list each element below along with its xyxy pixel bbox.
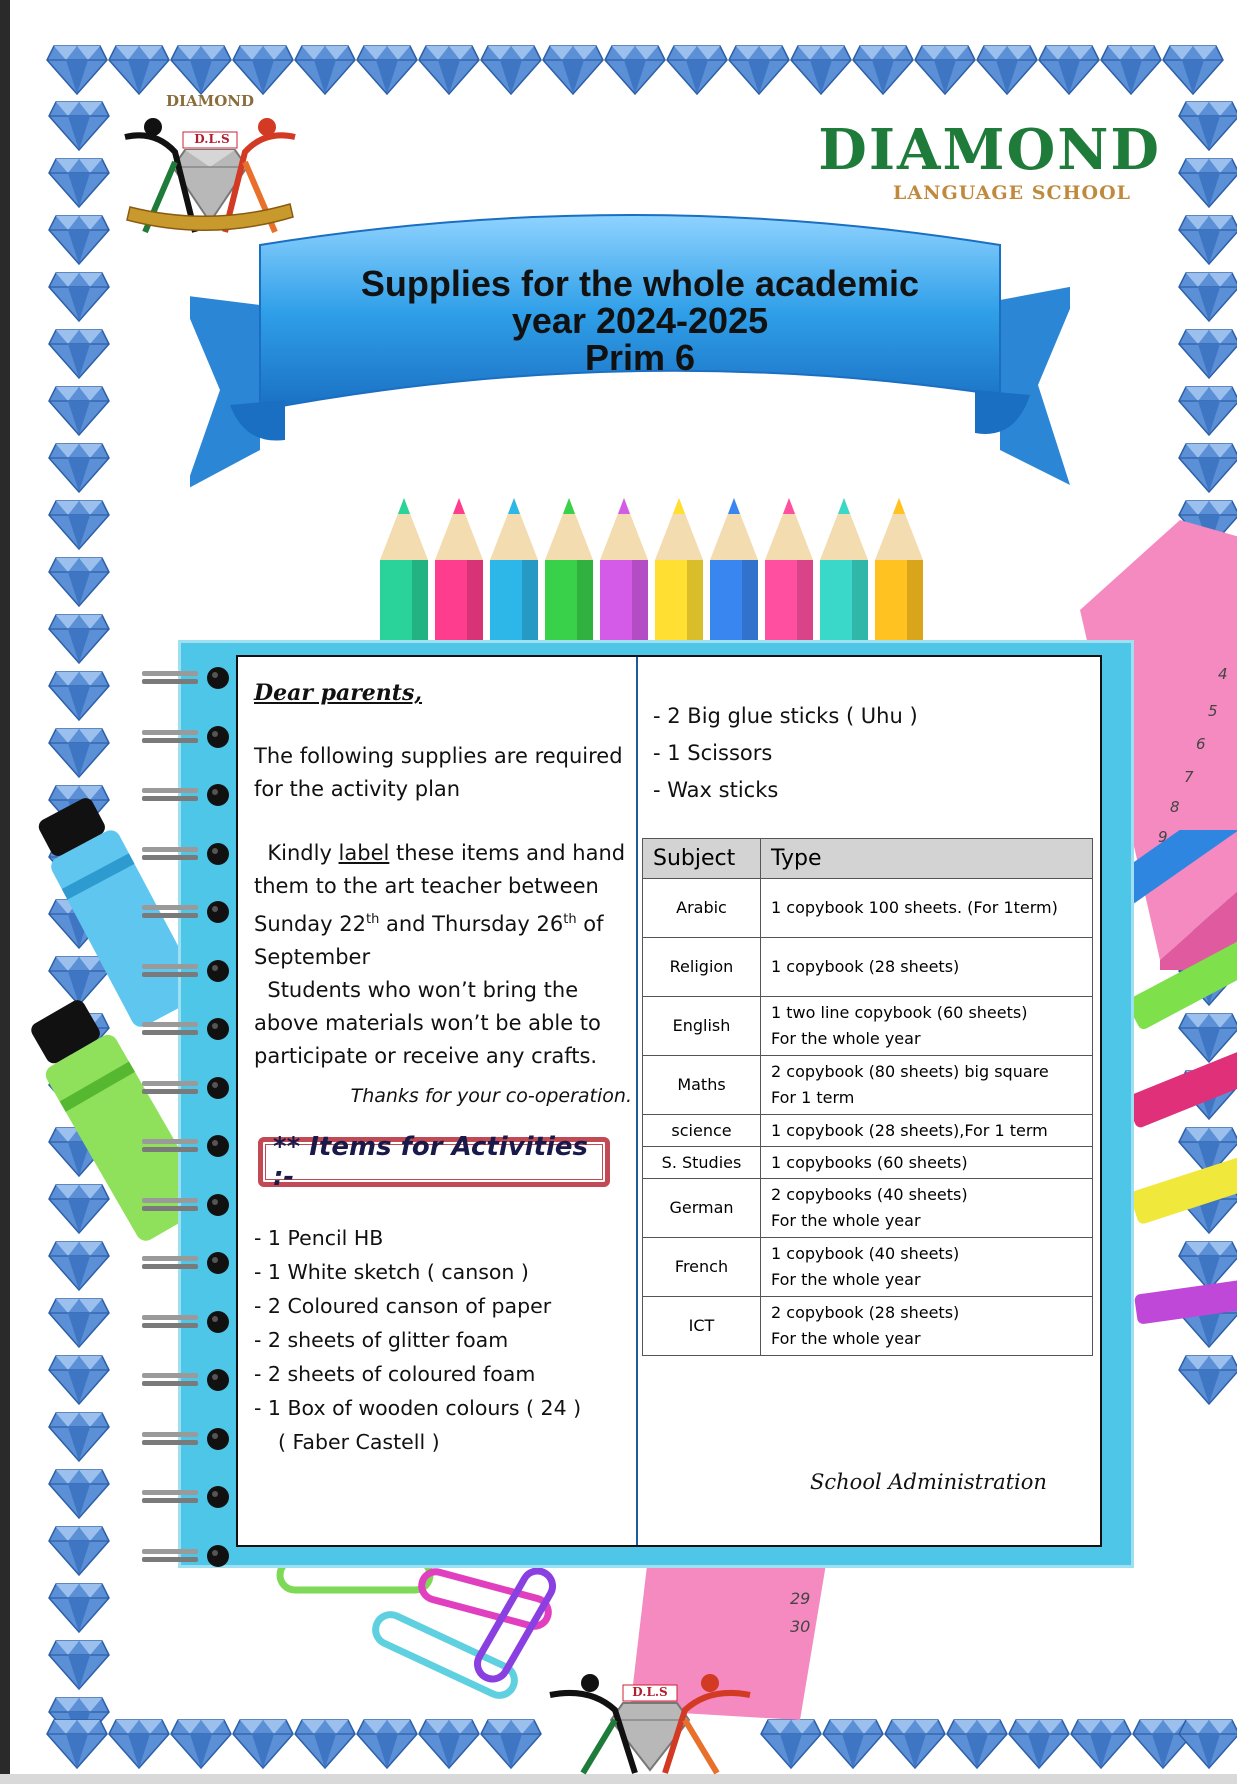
table-row bbox=[643, 1238, 1093, 1297]
type-line: 1 two line copybook (60 sheets) bbox=[771, 1003, 1028, 1022]
diamond-icon bbox=[48, 157, 110, 209]
brand-name: DIAMOND bbox=[818, 117, 1161, 183]
type-line: 1 copybook (40 sheets) bbox=[771, 1244, 960, 1263]
type-line-2: For the whole year bbox=[771, 1270, 921, 1289]
spiral-ring bbox=[138, 958, 238, 984]
diamond-icon bbox=[48, 100, 110, 152]
subject-cell: S. Studies bbox=[643, 1147, 761, 1179]
diamond-icon bbox=[356, 44, 418, 96]
diamond-icon bbox=[480, 44, 542, 96]
activities-heading-box: ** Items for Activities :- bbox=[258, 1137, 610, 1187]
list-item: - 2 sheets of glitter foam bbox=[254, 1328, 509, 1352]
diamond-icon bbox=[232, 44, 294, 96]
type-cell bbox=[761, 997, 1093, 1056]
diamond-icon bbox=[1178, 1354, 1237, 1406]
banner-line-2: year 2024-2025 bbox=[511, 300, 769, 341]
type-cell bbox=[761, 1179, 1093, 1238]
subject-cell: ICT bbox=[643, 1297, 761, 1356]
pencil-icon bbox=[710, 498, 758, 640]
diamond-icon bbox=[48, 556, 110, 608]
diamond-icon bbox=[418, 44, 480, 96]
list-item: - 2 Coloured canson of paper bbox=[254, 1294, 552, 1318]
ruler-number: 9 bbox=[1158, 828, 1168, 846]
diamond-icon bbox=[1178, 271, 1237, 323]
type-cell bbox=[761, 1238, 1093, 1297]
pencil-icon bbox=[765, 498, 813, 640]
diamond-icon bbox=[46, 1718, 108, 1770]
diamond-icon bbox=[170, 44, 232, 96]
subject-cell: German bbox=[643, 1179, 761, 1238]
subject-cell: French bbox=[643, 1238, 761, 1297]
ruler-number: 6 bbox=[1196, 735, 1206, 753]
warning-text bbox=[254, 974, 632, 1073]
diamond-icon bbox=[666, 44, 728, 96]
list-item: - 2 Big glue sticks ( Uhu ) bbox=[653, 704, 918, 728]
bottom-edge-strip bbox=[0, 1774, 1237, 1784]
diamond-icon bbox=[48, 271, 110, 323]
pencil-icon bbox=[600, 498, 648, 640]
diamond-icon bbox=[48, 1297, 110, 1349]
pencil-icon bbox=[820, 498, 868, 640]
list-item: - 2 sheets of coloured foam bbox=[254, 1362, 536, 1386]
type-line: 1 copybook 100 sheets. (For 1term) bbox=[771, 898, 1058, 917]
subject-cell: science bbox=[643, 1115, 761, 1147]
ruler-bottom-numbers bbox=[790, 1585, 810, 1641]
spiral-ring bbox=[138, 1075, 238, 1101]
spiral-ring bbox=[138, 724, 238, 750]
ruler-number: 7 bbox=[1184, 768, 1194, 786]
type-line: 2 copybook (28 sheets) bbox=[771, 1303, 960, 1322]
diamond-icon bbox=[946, 1718, 1008, 1770]
type-line: 2 copybooks (40 sheets) bbox=[771, 1185, 968, 1204]
header-subject: Subject bbox=[643, 839, 761, 879]
footer-logo-initials: D.L.S bbox=[632, 1685, 668, 1699]
table-row bbox=[643, 1179, 1093, 1238]
diamond-icon bbox=[418, 1718, 480, 1770]
spiral-ring bbox=[138, 899, 238, 925]
spiral-ring bbox=[138, 1426, 238, 1452]
diamond-icon bbox=[728, 44, 790, 96]
diamond-icon bbox=[1178, 385, 1237, 437]
diamond-icon bbox=[46, 44, 108, 96]
type-line-2: For the whole year bbox=[771, 1329, 921, 1348]
table-body bbox=[643, 879, 1093, 1356]
diamond-icon bbox=[48, 1468, 110, 1520]
list-item: - 1 Pencil HB bbox=[254, 1226, 384, 1250]
table-row bbox=[643, 1147, 1093, 1179]
diamond-icon bbox=[108, 44, 170, 96]
diamond-icon bbox=[914, 44, 976, 96]
ruler-bottom-number: 29 bbox=[790, 1589, 811, 1608]
diamond-icon bbox=[48, 1525, 110, 1577]
diamond-icon bbox=[48, 385, 110, 437]
greeting: Dear parents, bbox=[254, 680, 423, 706]
brand-subtitle: LANGUAGE SCHOOL bbox=[893, 182, 1131, 204]
spiral-ring bbox=[138, 1484, 238, 1510]
diamond-icon bbox=[48, 1354, 110, 1406]
diamond-icon bbox=[542, 44, 604, 96]
type-line-2: For 1 term bbox=[771, 1088, 855, 1107]
left-edge-strip bbox=[0, 0, 10, 1784]
spiral-ring bbox=[138, 782, 238, 808]
spiral-ring bbox=[138, 1250, 238, 1276]
type-line: 2 copybook (80 sheets) big square bbox=[771, 1062, 1049, 1081]
pencil-icon bbox=[435, 498, 483, 640]
subject-cell: Religion bbox=[643, 938, 761, 997]
spiral-ring bbox=[138, 1309, 238, 1335]
activities-list bbox=[254, 1221, 632, 1459]
diamond-icon bbox=[1178, 442, 1237, 494]
warning-span: Students who won’t bring the above materials won’t be able to participate or receive any crafts. bbox=[254, 978, 601, 1068]
subject-cell: Arabic bbox=[643, 879, 761, 938]
diamond-icon bbox=[1178, 328, 1237, 380]
list-item: ( Faber Castell ) bbox=[278, 1430, 440, 1454]
type-cell bbox=[761, 1056, 1093, 1115]
diamond-icon bbox=[1178, 157, 1237, 209]
diamond-icon bbox=[356, 1718, 418, 1770]
diamond-icon bbox=[852, 44, 914, 96]
diamond-icon bbox=[48, 1411, 110, 1463]
footer-logo-icon bbox=[545, 1665, 755, 1775]
diamond-icon bbox=[48, 1582, 110, 1634]
signature: School Administration bbox=[810, 1470, 1047, 1494]
type-line: 1 copybook (28 sheets),For 1 term bbox=[771, 1120, 1048, 1140]
type-line: 1 copybook (28 sheets) bbox=[771, 957, 960, 976]
diamond-icon bbox=[294, 44, 356, 96]
diamond-icon bbox=[170, 1718, 232, 1770]
extra-items-list bbox=[653, 698, 1093, 809]
diamond-icon bbox=[1178, 100, 1237, 152]
list-item: - 1 Scissors bbox=[653, 741, 773, 765]
ruler-number: 5 bbox=[1208, 702, 1218, 720]
ruler-number: 4 bbox=[1218, 665, 1228, 683]
spiral-ring bbox=[138, 1133, 238, 1159]
diamond-icon bbox=[48, 214, 110, 266]
spiral-ring bbox=[138, 1016, 238, 1042]
diamond-icon bbox=[604, 44, 666, 96]
label-word: label bbox=[338, 841, 390, 865]
banner-line-3: Prim 6 bbox=[584, 337, 696, 378]
type-cell bbox=[761, 1297, 1093, 1356]
diamond-icon bbox=[1162, 44, 1224, 96]
diamond-icon bbox=[108, 1718, 170, 1770]
diamond-icon bbox=[48, 613, 110, 665]
diamond-icon bbox=[48, 727, 110, 779]
table-row bbox=[643, 1056, 1093, 1115]
table-row bbox=[643, 938, 1093, 997]
diamond-icon bbox=[232, 1718, 294, 1770]
ordinal-1: th bbox=[365, 912, 380, 927]
intro-text: The following supplies are required for the activity plan bbox=[254, 744, 623, 801]
supplies-table bbox=[642, 838, 1093, 1356]
list-item: - Wax sticks bbox=[653, 778, 779, 802]
type-line-2: For the whole year bbox=[771, 1211, 921, 1230]
spiral-ring bbox=[138, 1543, 238, 1569]
subject-cell: Maths bbox=[643, 1056, 761, 1115]
pencil-icon bbox=[545, 498, 593, 640]
instructions-text bbox=[254, 837, 632, 974]
kindly-pre: Kindly bbox=[267, 841, 339, 865]
diamond-icon bbox=[790, 44, 852, 96]
pencil-icon bbox=[380, 498, 428, 640]
table-row bbox=[643, 997, 1093, 1056]
type-cell bbox=[761, 879, 1093, 938]
diamond-icon bbox=[1178, 214, 1237, 266]
supplies-column bbox=[653, 698, 1093, 809]
pencil-icon bbox=[655, 498, 703, 640]
diamond-icon bbox=[976, 44, 1038, 96]
diamond-icon bbox=[48, 328, 110, 380]
kindly-post: these items and hand them to the art teacher between Sunday 22 bbox=[254, 841, 626, 936]
banner-title bbox=[240, 265, 1040, 376]
diamond-icon bbox=[1008, 1718, 1070, 1770]
spiral-ring bbox=[138, 841, 238, 867]
diamond-icon bbox=[480, 1718, 542, 1770]
header-type: Type bbox=[761, 839, 1093, 879]
diamond-icon bbox=[294, 1718, 356, 1770]
type-cell bbox=[761, 1115, 1093, 1147]
table-header-row bbox=[643, 839, 1093, 879]
table-row bbox=[643, 1297, 1093, 1356]
diamond-icon bbox=[48, 442, 110, 494]
letter-column bbox=[254, 680, 632, 1459]
list-item: - 1 White sketch ( canson ) bbox=[254, 1260, 529, 1284]
ordinal-2: th bbox=[563, 912, 577, 927]
thanks-text: Thanks for your co-operation. bbox=[350, 1085, 632, 1107]
spiral-ring bbox=[138, 1367, 238, 1393]
of-september: of September bbox=[254, 912, 604, 969]
brand-block bbox=[801, 117, 1161, 204]
banner-line-1: Supplies for the whole academic bbox=[360, 263, 920, 304]
and-text: and Thursday 26 bbox=[379, 912, 564, 936]
spiral-ring bbox=[138, 665, 238, 691]
diamond-icon bbox=[48, 670, 110, 722]
type-cell bbox=[761, 938, 1093, 997]
type-line: 1 copybooks (60 sheets) bbox=[771, 1152, 968, 1172]
diamond-icon bbox=[48, 499, 110, 551]
type-line-2: For the whole year bbox=[771, 1029, 921, 1048]
logo-initials: D.L.S bbox=[194, 132, 230, 146]
table-row bbox=[643, 879, 1093, 938]
logo-word: DIAMOND bbox=[165, 92, 255, 110]
diamond-icon bbox=[884, 1718, 946, 1770]
list-item: - 1 Box of wooden colours ( 24 ) bbox=[254, 1396, 582, 1420]
table-row bbox=[643, 1115, 1093, 1147]
diamond-icon bbox=[1070, 1718, 1132, 1770]
diamond-icon bbox=[48, 1639, 110, 1691]
column-divider bbox=[636, 657, 638, 1545]
ruler-number: 8 bbox=[1170, 798, 1180, 816]
pencil-icon bbox=[490, 498, 538, 640]
ruler-bottom-number: 30 bbox=[790, 1617, 811, 1636]
diamond-icon bbox=[1038, 44, 1100, 96]
diamond-icon bbox=[1178, 1718, 1237, 1770]
subject-cell: English bbox=[643, 997, 761, 1056]
pencil-icon bbox=[875, 498, 923, 640]
pencils-illustration bbox=[378, 490, 933, 640]
type-cell bbox=[761, 1147, 1093, 1179]
spiral-ring bbox=[138, 1192, 238, 1218]
diamond-icon bbox=[1100, 44, 1162, 96]
